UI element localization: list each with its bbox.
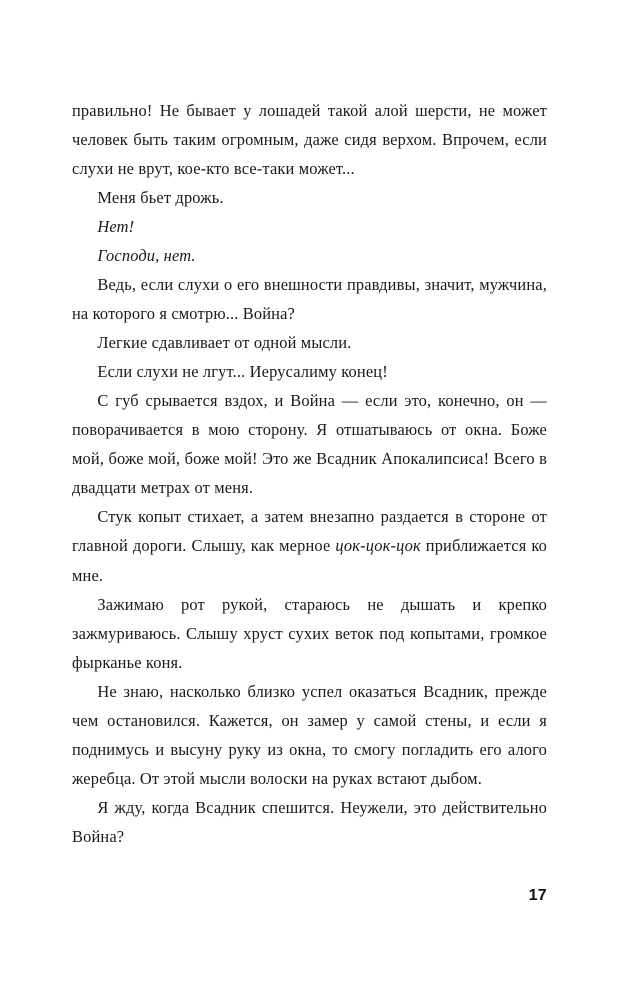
paragraph: правильно! Не бывает у лошадей такой алой шерсти, не может человек быть таким огромным, даже сидя верхом. Впрочем, если слухи не врут, кое-кто все-таки может... [72,101,547,179]
paragraph: Господи, нет. [97,246,196,266]
paragraph: Не знаю, насколько близко успел оказаться Всадник, прежде чем остановился. Кажется, он замер у самой стены, и если я поднимусь и высуну руку из окна, то смогу погладить его алого жеребца. От этой мысли волоски на руках встают дыбом. [72,681,547,788]
paragraph [72,502,547,589]
paragraph: Зажимаю рот рукой, стараюсь не дышать и крепко зажмуриваюсь. Слышу хруст сухих веток под копытами, громкое фырканье коня. [72,594,547,672]
paragraph: Я жду, когда Всадник спешится. Неужели, это действительно Война? [72,797,547,846]
paragraph-segment: Стук копыт стихает, а затем внезапно раздается в стороне от главной дороги. Слышу, как мерное [72,507,547,556]
paragraph: Если слухи не лгут... Иерусалиму конец! [97,362,388,382]
paragraph-segment-emphasis: цок-цок-цок [335,536,421,556]
paragraph: Легкие сдавливает от одной мысли. [97,333,352,353]
paragraph: Нет! [97,217,135,237]
page-number: 17 [528,887,547,904]
paragraph-segment: приближается ко мне. [72,536,547,585]
body-text-column [72,96,547,851]
paragraph: Ведь, если слухи о его внешности правдивы, значит, мужчина, на которого я смотрю... Война? [72,275,547,324]
paragraph: Меня бьет дрожь. [97,188,224,208]
paragraph: С губ срывается вздох, и Война — если это, конечно, он — поворачивается в мою сторону. Я отшатываюсь от окна. Боже мой, боже мой, боже мой! Это же Всадник Апокалипсиса! Всего в двадцати метрах от меня. [72,391,547,498]
